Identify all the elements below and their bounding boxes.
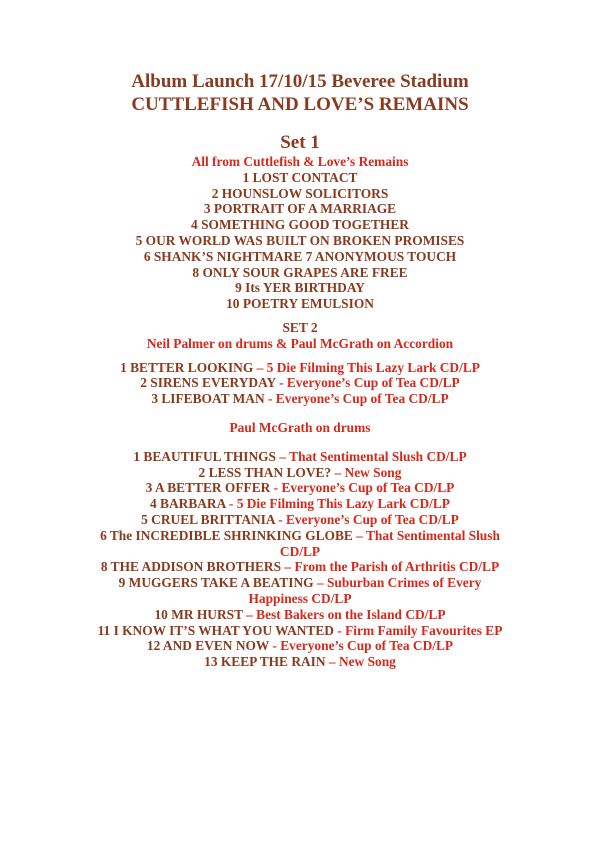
set1-song: 6 SHANK’S NIGHTMARE 7 ANONYMOUS TOUCH xyxy=(143,248,457,264)
song-source: – 5 Die Filming This Lazy Lark CD/LP xyxy=(253,359,480,375)
song-source: - Everyone’s Cup of Tea CD/LP xyxy=(264,391,449,407)
setlist-entry xyxy=(0,512,600,528)
song-source: - 5 Die Filming This Lazy Lark CD/LP xyxy=(225,496,450,512)
setlist-entry xyxy=(0,465,600,481)
song-title: 4 BARBARA xyxy=(150,496,226,512)
setlist-entry xyxy=(0,449,600,465)
set1-song: 10 POETRY EMULSION xyxy=(226,296,374,312)
song-title: 6 The INCREDIBLE SHRINKING GLOBE xyxy=(100,527,353,543)
setlist-entry xyxy=(0,480,600,496)
album-title: CUTTLEFISH AND LOVE’S REMAINS xyxy=(131,94,469,115)
set1-song: 3 PORTRAIT OF A MARRIAGE xyxy=(203,201,397,217)
song-source: - Everyone’s Cup of Tea CD/LP xyxy=(270,480,455,496)
song-title: 3 A BETTER OFFER xyxy=(145,480,271,496)
setlist-entry xyxy=(0,607,600,623)
set1-song-list xyxy=(0,170,600,312)
setlist-entry xyxy=(90,528,510,560)
set1-song: 9 Its YER BIRTHDAY xyxy=(235,280,365,296)
song-source: – From the Parish of Arthritis CD/LP xyxy=(281,559,500,575)
song-title: 1 BETTER LOOKING xyxy=(120,359,254,375)
song-source: – Suburban Crimes of Every Happiness CD/LP xyxy=(248,575,482,606)
set2-heading: SET 2 xyxy=(282,319,318,335)
setlist-entry xyxy=(0,360,600,376)
set1-subtitle: All from Cuttlefish & Love’s Remains xyxy=(191,154,409,169)
setlist-entry xyxy=(0,375,600,391)
set2-lineup: Neil Palmer on drums & Paul McGrath on Accordion xyxy=(146,335,454,351)
song-title: 12 AND EVEN NOW xyxy=(146,638,270,654)
song-title: 9 MUGGERS TAKE A BEATING xyxy=(118,575,314,591)
song-source: - Everyone’s Cup of Tea CD/LP xyxy=(269,638,454,654)
song-source: - Firm Family Favourites EP xyxy=(333,622,503,638)
setlist-entry xyxy=(0,638,600,654)
song-source: – That Sentimental Slush CD/LP xyxy=(276,448,467,464)
setlist-page xyxy=(0,70,600,847)
song-title: 2 SIRENS EVERYDAY xyxy=(140,375,276,391)
setlist-entry xyxy=(0,623,600,639)
setlist-entry xyxy=(0,654,600,670)
song-source: - Everyone’s Cup of Tea CD/LP xyxy=(275,375,460,391)
song-source: - Everyone’s Cup of Tea CD/LP xyxy=(274,511,459,527)
setlist-entry xyxy=(0,559,600,575)
song-title: 3 LIFEBOAT MAN xyxy=(151,391,265,407)
song-title: 1 BEAUTIFUL THINGS xyxy=(133,448,277,464)
song-source: – Best Bakers on the Island CD/LP xyxy=(242,606,446,622)
set1-heading: Set 1 xyxy=(280,132,320,153)
song-title: 10 MR HURST xyxy=(154,606,243,622)
set1-song: 5 OUR WORLD WAS BUILT ON BROKEN PROMISES xyxy=(135,232,465,248)
page-title: Album Launch 17/10/15 Beveree Stadium xyxy=(131,71,469,92)
set2-group1-list xyxy=(0,360,600,407)
song-source: – That Sentimental Slush CD/LP xyxy=(279,527,500,559)
setlist-entry xyxy=(0,391,600,407)
song-title: 8 THE ADDISON BROTHERS xyxy=(100,559,282,575)
set1-song: 2 HOUNSLOW SOLICITORS xyxy=(211,185,389,201)
set2-group2-list xyxy=(0,449,600,670)
song-title: 13 KEEP THE RAIN xyxy=(204,654,326,670)
set1-song: 1 LOST CONTACT xyxy=(242,169,358,185)
set1-song: 8 ONLY SOUR GRAPES ARE FREE xyxy=(192,264,408,280)
song-source: – New Song xyxy=(325,654,396,670)
set1-song: 4 SOMETHING GOOD TOGETHER xyxy=(191,217,409,233)
song-title: 11 I KNOW IT’S WHAT YOU WANTED xyxy=(97,622,334,638)
set2-lineup-second: Paul McGrath on drums xyxy=(229,419,371,435)
song-title: 2 LESS THAN LOVE? xyxy=(198,464,332,480)
song-source: – New Song xyxy=(331,464,402,480)
setlist-entry xyxy=(0,496,600,512)
song-title: 5 CRUEL BRITTANIA xyxy=(141,511,275,527)
setlist-entry xyxy=(90,575,510,607)
